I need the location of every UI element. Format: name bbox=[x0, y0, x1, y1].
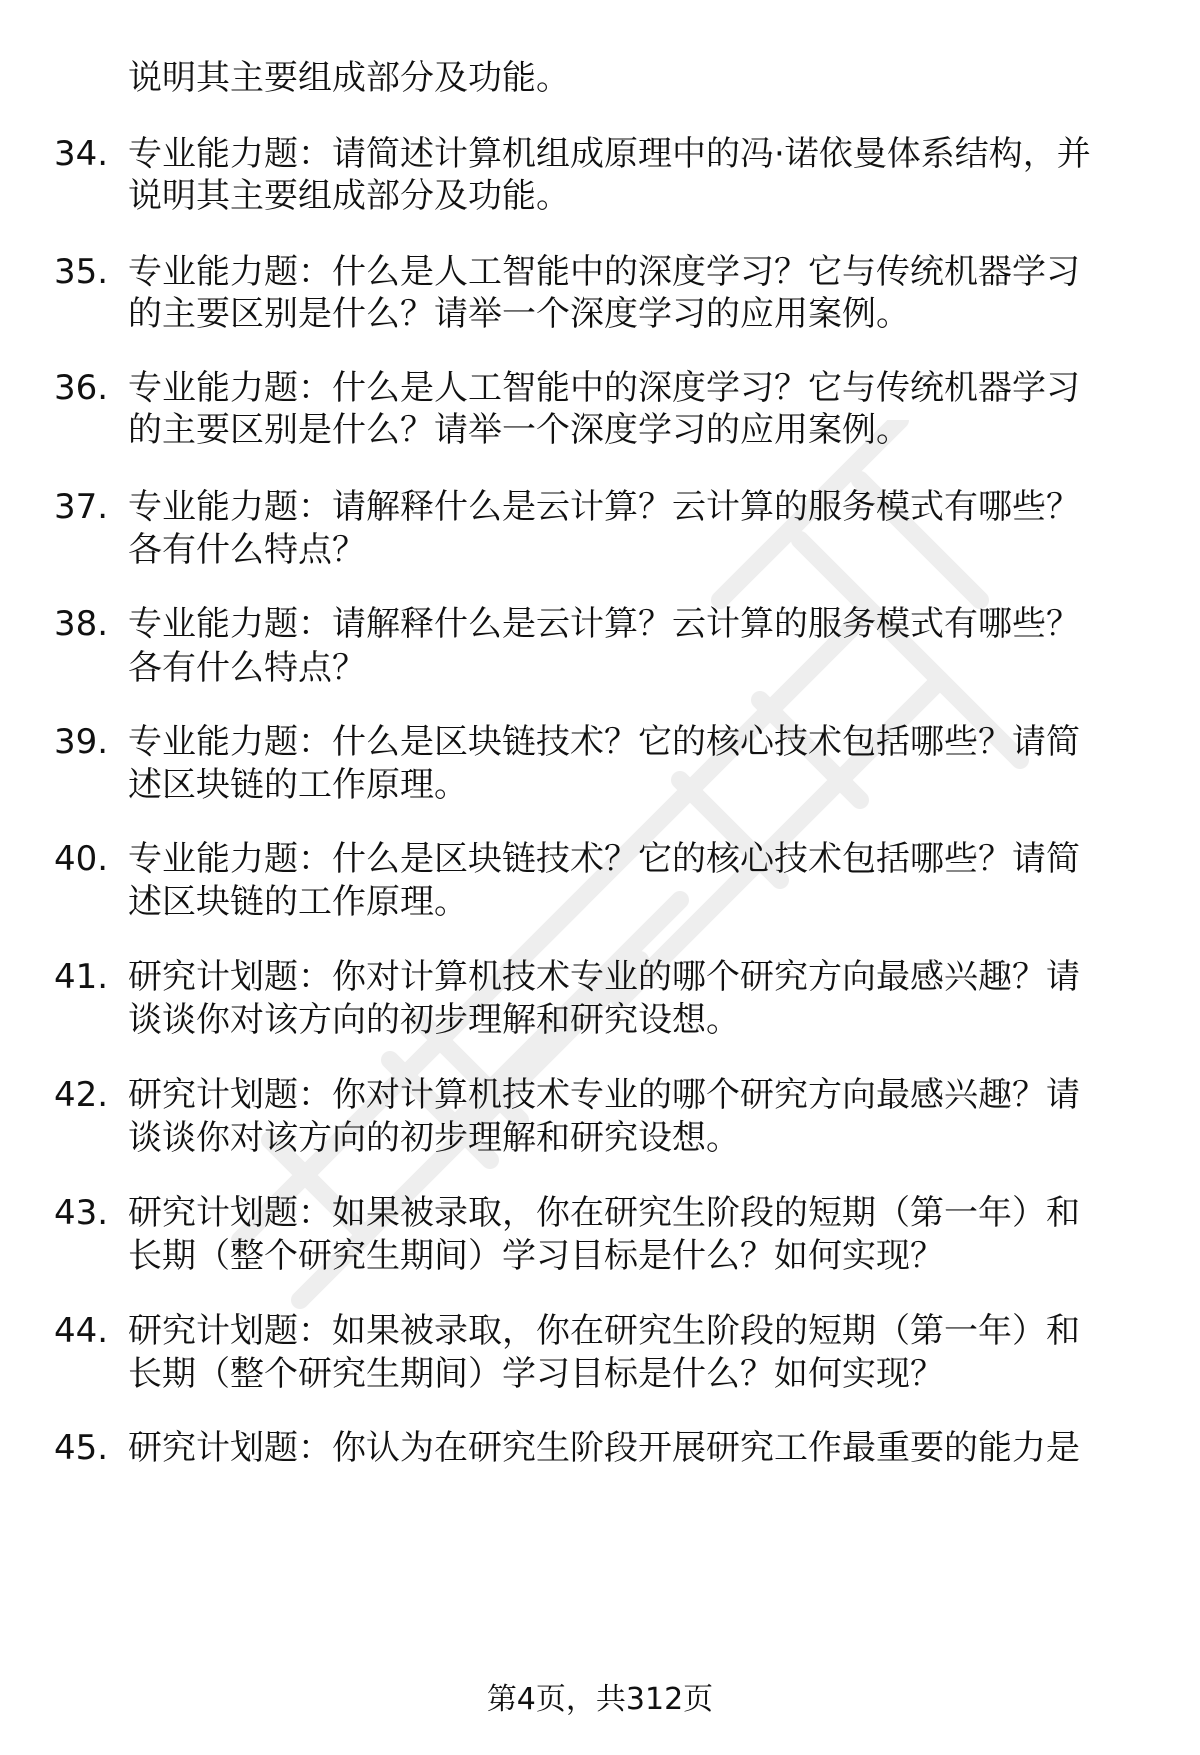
question-text-line1: 研究计划题：如果被录取，你在研究生阶段的短期（第一年）和 bbox=[128, 1311, 1080, 1351]
question-text-line2: 谈谈你对该方向的初步理解和研究设想。 bbox=[128, 1118, 740, 1158]
question-text-line2: 的主要区别是什么？请举一个深度学习的应用案例。 bbox=[128, 410, 910, 450]
question-number: 36. bbox=[54, 368, 109, 408]
question-number: 45. bbox=[54, 1428, 109, 1468]
question-number: 41. bbox=[54, 957, 109, 997]
question-text-line1: 研究计划题：你对计算机技术专业的哪个研究方向最感兴趣？请 bbox=[128, 1075, 1080, 1115]
question-text-line2: 的主要区别是什么？请举一个深度学习的应用案例。 bbox=[128, 294, 910, 334]
question-text-line1: 专业能力题：请简述计算机组成原理中的冯·诺依曼体系结构，并 bbox=[128, 134, 1091, 174]
question-text-line1: 研究计划题：你对计算机技术专业的哪个研究方向最感兴趣？请 bbox=[128, 957, 1080, 997]
question-text-line1: 专业能力题：请解释什么是云计算？云计算的服务模式有哪些？ bbox=[128, 487, 1080, 527]
question-text-line2: 谈谈你对该方向的初步理解和研究设想。 bbox=[128, 1000, 740, 1040]
question-number: 35. bbox=[54, 252, 109, 292]
question-text-line1: 专业能力题：什么是人工智能中的深度学习？它与传统机器学习 bbox=[128, 252, 1080, 292]
question-text-line1: 专业能力题：什么是区块链技术？它的核心技术包括哪些？请简 bbox=[128, 839, 1080, 879]
question-text-line2: 述区块链的工作原理。 bbox=[128, 765, 468, 805]
question-number: 34. bbox=[54, 134, 109, 174]
question-text-line2: 述区块链的工作原理。 bbox=[128, 882, 468, 922]
question-number: 43. bbox=[54, 1193, 109, 1233]
question-text-line2: 长期（整个研究生期间）学习目标是什么？如何实现？ bbox=[128, 1236, 944, 1276]
question-text-line1: 研究计划题：你认为在研究生阶段开展研究工作最重要的能力是 bbox=[128, 1428, 1080, 1468]
question-number: 37. bbox=[54, 487, 109, 527]
question-text-line1: 专业能力题：请解释什么是云计算？云计算的服务模式有哪些？ bbox=[128, 604, 1080, 644]
question-text-line1: 专业能力题：什么是人工智能中的深度学习？它与传统机器学习 bbox=[128, 368, 1080, 408]
question-number: 39. bbox=[54, 722, 109, 762]
continuation-text: 说明其主要组成部分及功能。 bbox=[128, 58, 570, 98]
question-text-line1: 专业能力题：什么是区块链技术？它的核心技术包括哪些？请简 bbox=[128, 722, 1080, 762]
question-number: 38. bbox=[54, 604, 109, 644]
question-text-line2: 各有什么特点？ bbox=[128, 530, 366, 570]
question-text-line1: 研究计划题：如果被录取，你在研究生阶段的短期（第一年）和 bbox=[128, 1193, 1080, 1233]
question-text-line2: 说明其主要组成部分及功能。 bbox=[128, 176, 570, 216]
question-number: 44. bbox=[54, 1311, 109, 1351]
question-text-line2: 各有什么特点？ bbox=[128, 648, 366, 688]
page-number-footer: 第4页，共312页 bbox=[486, 1682, 714, 1717]
question-number: 40. bbox=[54, 839, 109, 879]
question-number: 42. bbox=[54, 1075, 109, 1115]
question-text-line2: 长期（整个研究生期间）学习目标是什么？如何实现？ bbox=[128, 1354, 944, 1394]
